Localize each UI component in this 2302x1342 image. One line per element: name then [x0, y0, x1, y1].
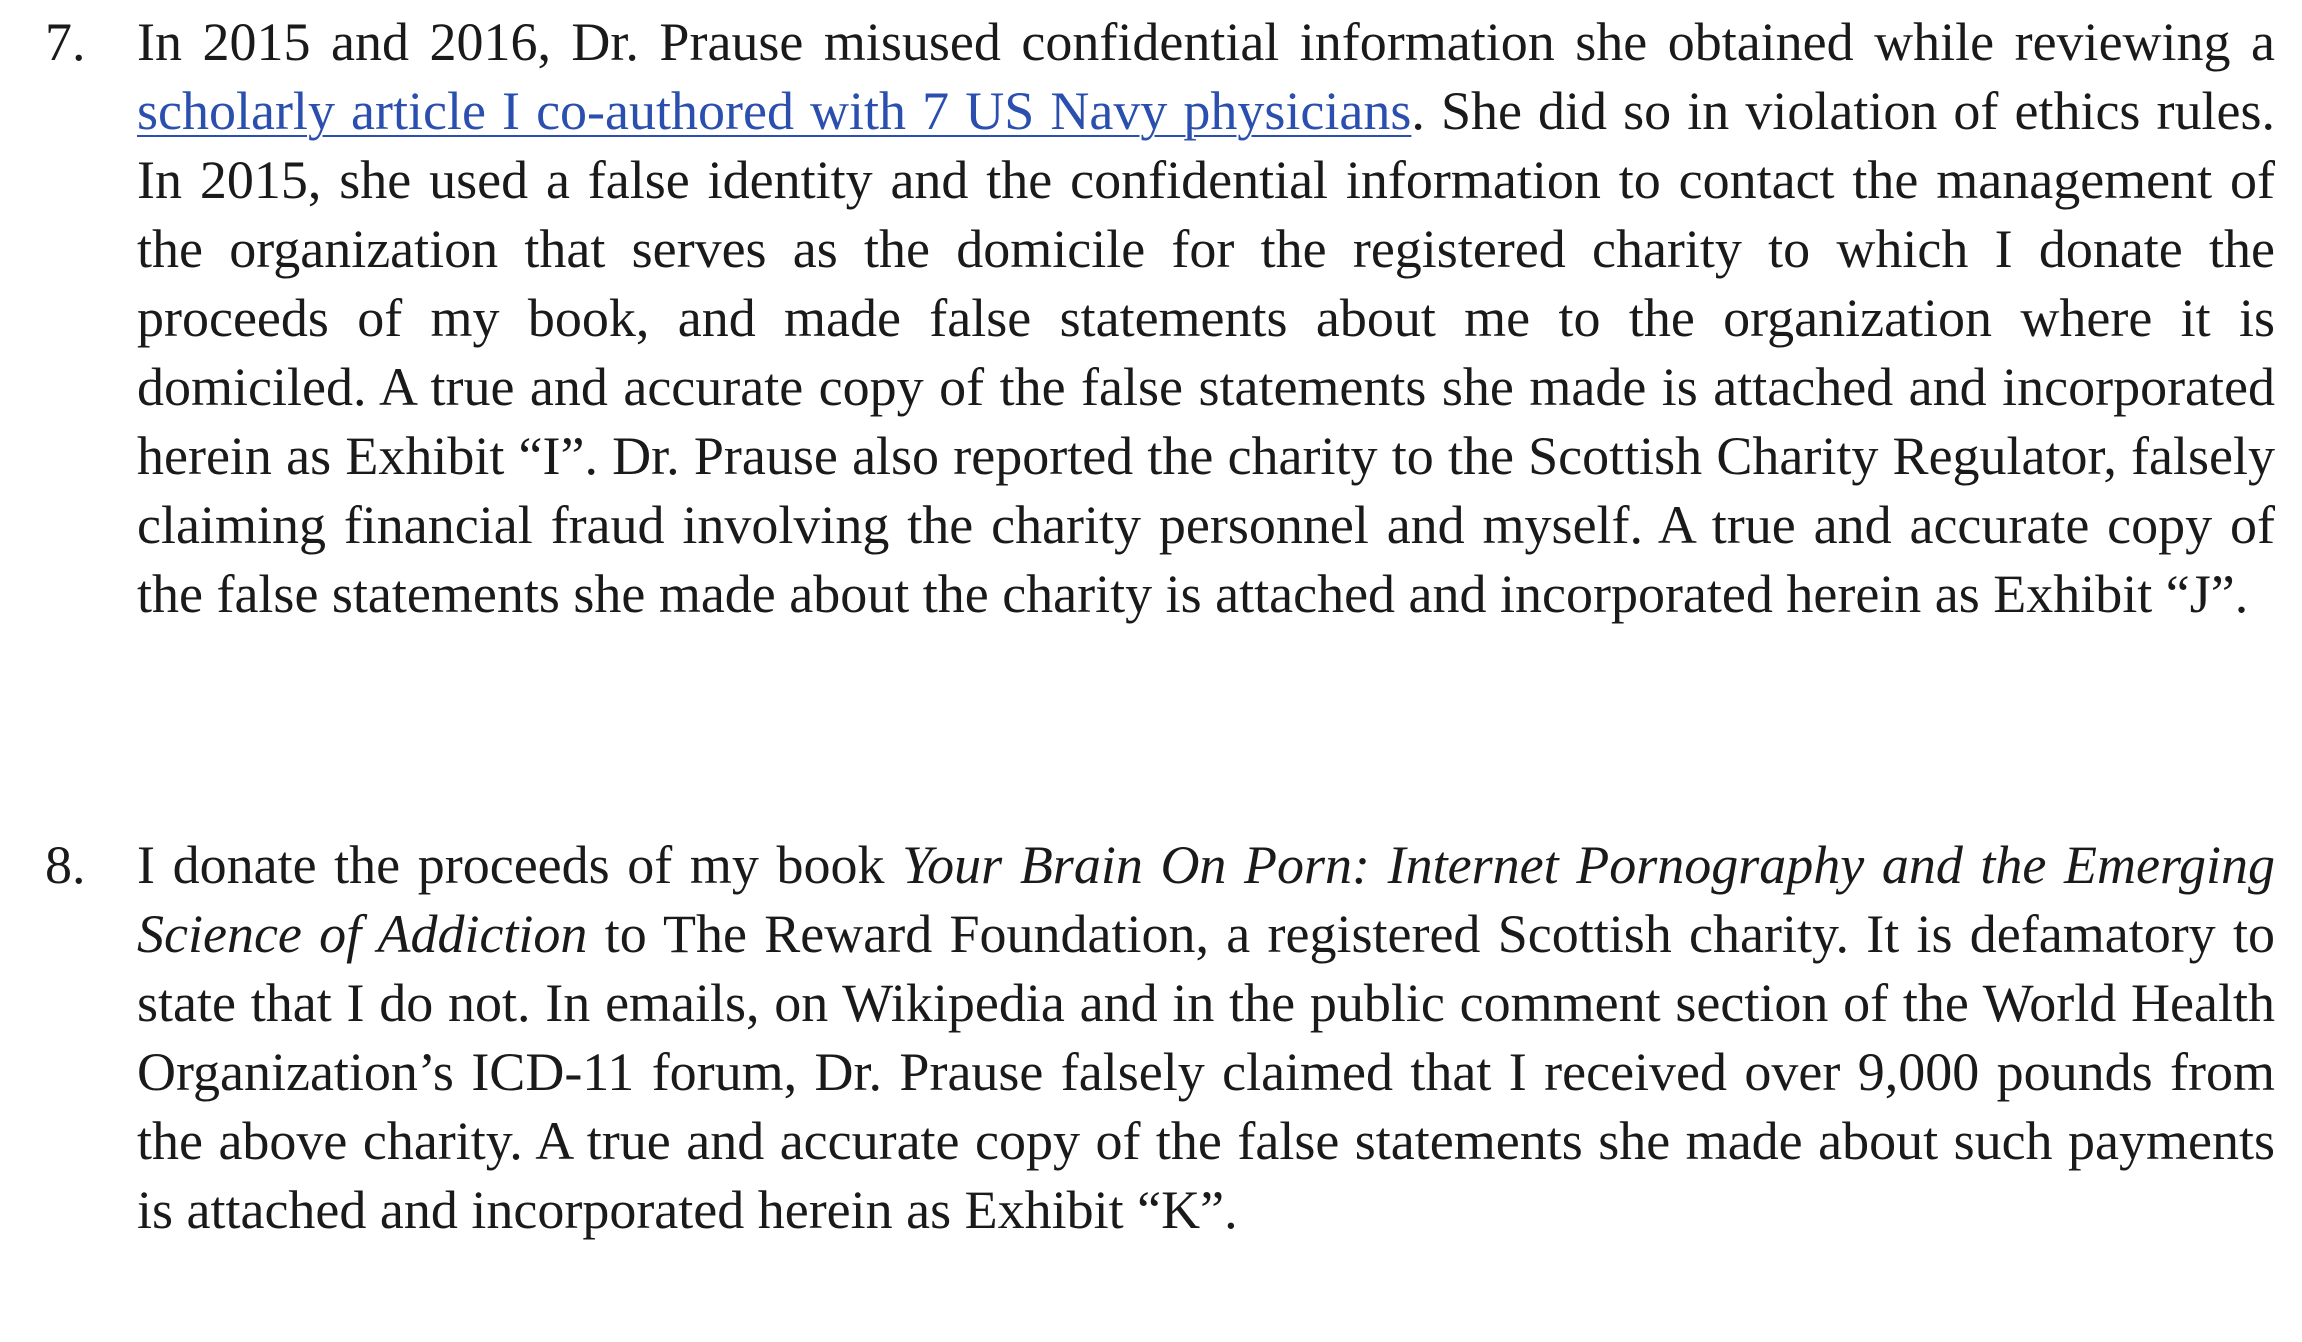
paragraph-text: I donate the proceeds of my book: [137, 835, 903, 895]
paragraph-number: 8.: [45, 835, 86, 895]
paragraph-body: [137, 831, 2275, 1245]
book-title: Your Brain On Porn: Internet Pornography and the Emerging Science of Addiction: [137, 835, 2275, 964]
paragraph-text: In 2015 and 2016, Dr. Prause misused confidential information she obtained while reviewing a: [137, 12, 2275, 72]
paragraph-body: [137, 8, 2275, 629]
paragraph-text: to The Reward Foundation, a registered Scottish charity. It is defamatory to state that I do not. In emails, on Wikipedia and in the public comment section of the World Health Organization’s ICD-11 forum, Dr. Prause falsely claimed that I received over 9,000 pounds from the above charity. A true and accurate copy of the false statements she made about such payments is attached and incorporated herein as Exhibit “K”.: [137, 904, 2275, 1240]
paragraph-7: [45, 8, 2275, 629]
paragraph-text: . She did so in violation of ethics rules. In 2015, she used a false identity and the confidential information to contact the management of the organization that serves as the domicile for the registered charity to which I donate the proceeds of my book, and made false statements about me to the organization where it is domiciled. A true and accurate copy of the false statements she made is attached and incorporated herein as Exhibit “I”. Dr. Prause also reported the charity to the Scottish Charity Regulator, falsely claiming financial fraud involving the charity personnel and myself. A true and accurate copy of the false statements she made about the charity is attached and incorporated herein as Exhibit “J”.: [137, 81, 2275, 624]
paragraph-8: [45, 831, 2275, 1245]
article-link[interactable]: scholarly article I co-authored with 7 US Navy physicians: [137, 81, 1412, 141]
paragraph-number: 7.: [45, 12, 86, 72]
